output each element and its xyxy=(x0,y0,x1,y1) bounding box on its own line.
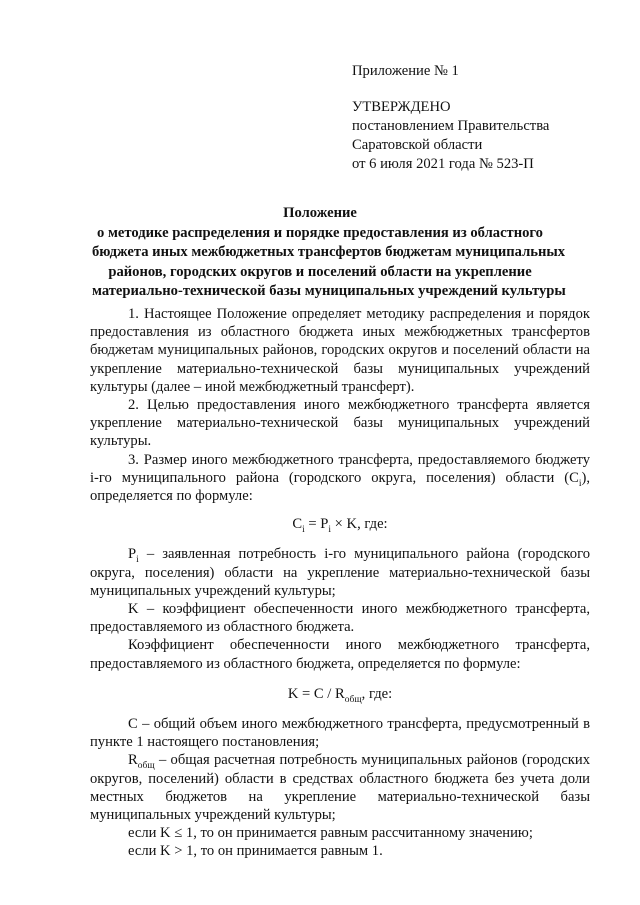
paragraph-8 xyxy=(90,751,590,824)
paragraph-6: Коэффициент обеспеченности иного межбюджетного трансферта, предоставляемого из областного бюджета, определяется по формуле: xyxy=(90,637,590,672)
approval-line-3: от 6 июля 2021 года № 523-П xyxy=(352,156,534,172)
title-line: материально-технической базы муниципальных учреждений культуры xyxy=(92,283,566,299)
approved-label: УТВЕРЖДЕНО xyxy=(352,99,451,115)
subscript: i xyxy=(328,525,332,536)
subscript: i xyxy=(302,525,305,536)
paragraph-2: 2. Целью предоставления иного межбюджетного трансферта является укрепление материально-технической базы муниципальных учреждений культуры. xyxy=(90,397,590,450)
paragraph-3-text: 3. Размер иного межбюджетного трансферта, предоставляемого бюджету i-го муниципального района (городского округа, поселения) области (C xyxy=(90,451,590,486)
appendix-label: Приложение № 1 xyxy=(352,63,459,79)
paragraph-7: C – общий объем иного межбюджетного трансферта, предусмотренный в пункте 1 настоящего постановления; xyxy=(90,716,590,751)
formula-1-end: × K, где: xyxy=(331,516,388,533)
paragraph-4-p: P xyxy=(128,546,137,563)
paragraph-10: если K > 1, то он принимается равным 1. xyxy=(128,843,383,860)
formula-1-mid: = P xyxy=(304,516,329,533)
paragraph-4-text: – заявленная потребность i-го муниципального района (городского округа, поселения) области на укрепление материально-технической базы муниципальных учреждений культуры; xyxy=(90,546,590,599)
formula-1 xyxy=(90,515,590,536)
subscript: общ xyxy=(344,694,362,705)
subscript: общ xyxy=(137,761,155,772)
paragraph-3 xyxy=(90,451,590,506)
subscript: i xyxy=(578,478,582,489)
paragraph-1: 1. Настоящее Положение определяет методику распределения и порядок предоставления из областного бюджета иных межбюджетных трансфертов бюджетам муниципальных районов, городских округов и поселений области на укрепление материально-технической базы муниципальных учреждений культуры (далее – иной межбюджетный трансферт). xyxy=(90,306,590,395)
approval-line-1: постановлением Правительства xyxy=(352,118,550,134)
paragraph-5: K – коэффициент обеспеченности иного межбюджетного трансферта, предоставляемого из областного бюджета. xyxy=(90,601,590,636)
document-title xyxy=(92,204,566,302)
paragraph-9: если K ≤ 1, то он принимается равным рассчитанному значению; xyxy=(128,825,533,842)
paragraph-3-end: ), определяется по формуле: xyxy=(90,469,590,505)
title-line: районов, городских округов и поселений области на укрепление xyxy=(108,263,532,280)
document-body xyxy=(90,305,590,861)
formula-2-start: K = C / R xyxy=(287,685,345,702)
formula-2-end: , где: xyxy=(361,685,393,702)
title-line: о методике распределения и порядке предоставления из областного xyxy=(97,224,543,241)
spacer xyxy=(352,81,612,98)
formula-1-c: C xyxy=(292,516,303,533)
approval-line-2: Саратовской области xyxy=(352,137,483,153)
title-heading: Положение xyxy=(283,205,357,221)
paragraph-8-text: – общая расчетная потребность муниципальных районов (городских округов, поселений) области в средствах областного бюджета без учета доли местных бюджетов на укрепление материально-технической базы муниципальных учреждений культуры; xyxy=(90,752,590,824)
formula-2 xyxy=(90,685,590,703)
approval-block xyxy=(352,62,612,174)
paragraph-4 xyxy=(90,545,590,600)
title-line: бюджета иных межбюджетных трансфертов бюджетам муниципальных xyxy=(92,244,566,260)
paragraph-8-r: R xyxy=(128,752,138,769)
subscript: i xyxy=(136,555,139,566)
